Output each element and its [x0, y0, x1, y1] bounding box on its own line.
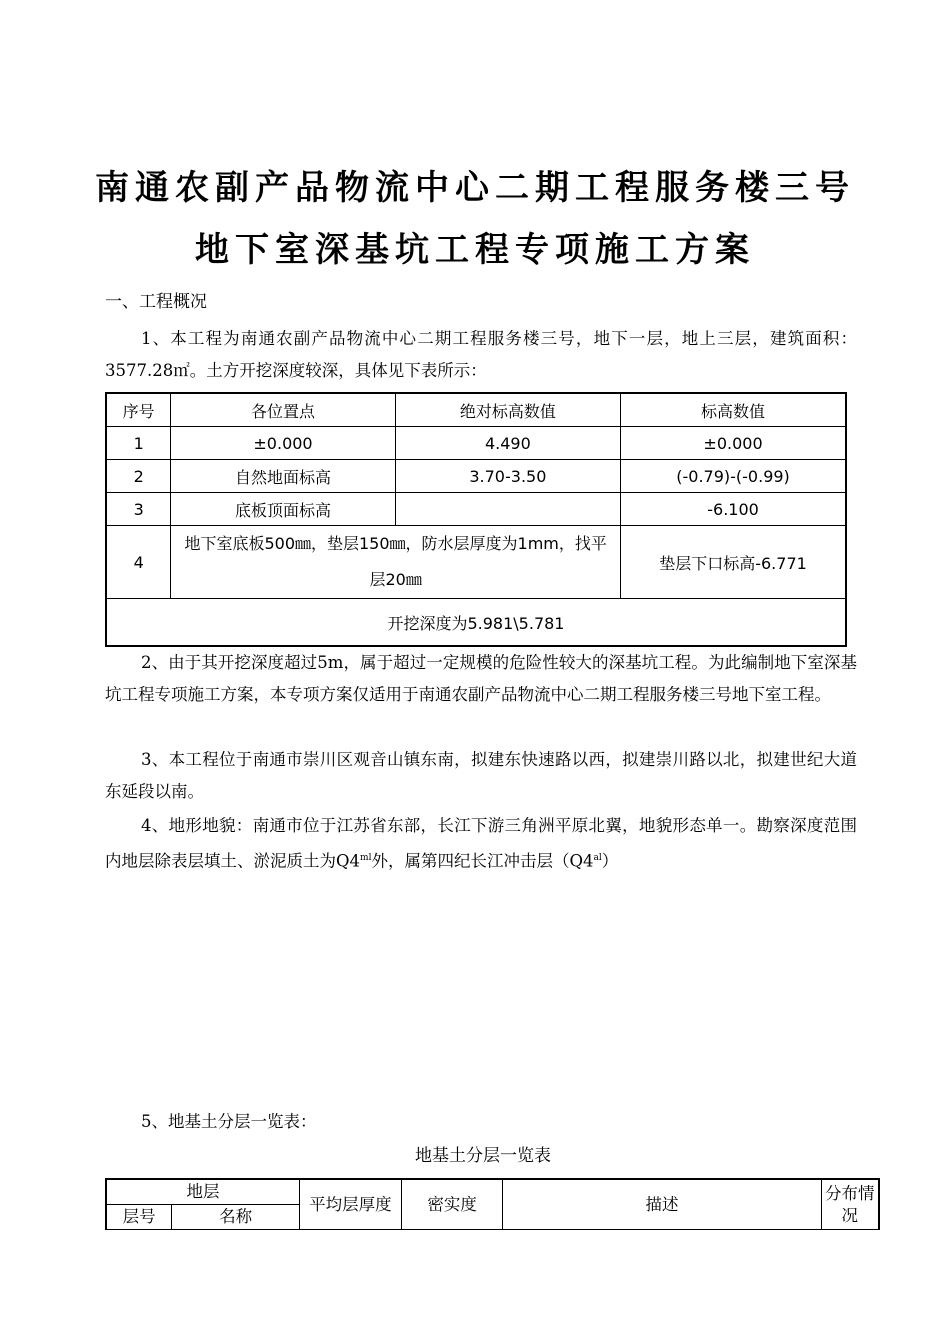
table-row: [106, 427, 846, 460]
table-cell: 垫层下口标高-6.771: [621, 526, 846, 599]
superscript: al: [593, 853, 602, 863]
header-cell-distribution: 分布情况: [821, 1179, 879, 1230]
header-cell-layer-name: 名称: [172, 1205, 300, 1230]
table-cell: 3.70-3.50: [395, 460, 620, 493]
table-cell: 2: [106, 460, 171, 493]
header-cell-layer: 地层: [106, 1179, 300, 1205]
table-cell: -6.100: [621, 493, 846, 526]
table-header-row: [106, 393, 846, 427]
header-cell-density: 密实度: [401, 1179, 503, 1230]
paragraph-3: 3、本工程位于南通市崇川区观音山镇东南，拟建东快速路以西，拟建崇川路以北，拟建世纪大道东延段以南。: [105, 750, 857, 801]
table-cell: 4.490: [395, 427, 620, 460]
soil-table-caption: 地基土分层一览表: [415, 1146, 551, 1166]
table-cell: 自然地面标高: [171, 460, 395, 493]
header-cell: 序号: [106, 393, 171, 427]
section-heading: 一、工程概况: [105, 292, 207, 312]
table-cell: 3: [106, 493, 171, 526]
header-cell-description: 描述: [503, 1179, 821, 1230]
table-cell: [395, 493, 620, 526]
table-cell: 4: [106, 526, 171, 599]
table-cell: [171, 526, 621, 599]
text-run: 4、地形地貌：南通市位于江苏省东部，长江下游三角洲平原北翼，地貌形态单一。勘察深度范围内地层除表层填土、淤泥质土为Q4: [105, 816, 857, 871]
document-title-line2: 地下室深基坑工程专项施工方案: [195, 230, 755, 270]
document-title-line1: 南通农副产品物流中心二期工程服务楼三号: [95, 168, 855, 208]
table-cell: 底板顶面标高: [171, 493, 395, 526]
header-cell-avg-thickness: 平均层厚度: [300, 1179, 402, 1230]
header-cell: 绝对标高数值: [395, 393, 620, 427]
cell-text: 地下室底板500㎜，垫层150㎜，防水层厚度为1mm，找平层20㎜: [184, 534, 607, 589]
header-cell-layer-no: 层号: [106, 1205, 172, 1230]
header-cell: 各位置点: [171, 393, 395, 427]
soil-layer-table: [105, 1178, 880, 1230]
table-cell: ±0.000: [621, 427, 846, 460]
header-cell: 标高数值: [621, 393, 846, 427]
elevation-table: [105, 392, 847, 647]
table-row: [106, 526, 846, 599]
table-cell: 1: [106, 427, 171, 460]
paragraph-1: 1、本工程为南通农副产品物流中心二期工程服务楼三号，地下一层，地上三层，建筑面积：3577.28㎡。土方开挖深度较深，具体见下表所示：: [105, 329, 857, 380]
table-header-row: [106, 1179, 879, 1205]
text-run: ）: [601, 851, 619, 871]
paragraph-2: 2、由于其开挖深度超过5m，属于超过一定规模的危险性较大的深基坑工程。为此编制地下室深基坑工程专项施工方案，本专项方案仅适用于南通农副产品物流中心二期工程服务楼三号地下室工程。: [105, 653, 857, 704]
superscript: ml: [360, 853, 372, 863]
text-run: 外，属第四纪长江冲击层（Q4: [371, 851, 594, 871]
paragraph-5: 5、地基土分层一览表：: [141, 1112, 317, 1131]
table-footer-cell: 开挖深度为5.981\5.781: [106, 599, 846, 647]
table-footer-row: [106, 599, 846, 647]
table-cell: (-0.79)-(-0.99): [621, 460, 846, 493]
table-row: [106, 460, 846, 493]
table-row: [106, 493, 846, 526]
paragraph-4: [105, 810, 857, 878]
table-cell: ±0.000: [171, 427, 395, 460]
